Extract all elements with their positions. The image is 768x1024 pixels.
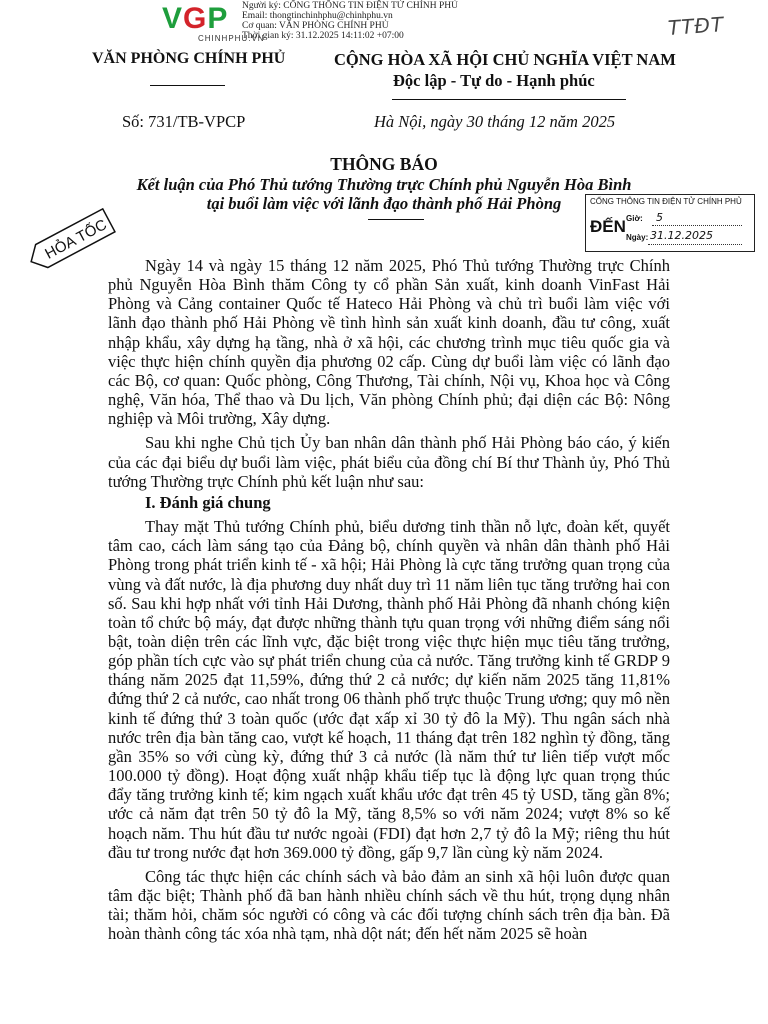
vgp-logo-subtitle: CHINHPHU.VN [198,34,265,43]
paragraph-social-policy: Công tác thực hiện các chính sách và bảo đảm an sinh xã hội luôn được quan tâm đặc biệt; Thành phố đã ban hành nhiều chính sách về thu hút, trọng dụng nhân tài; thăm hỏi, chăm sóc người có công và các đối tượng chính sách trên địa bàn. Đã hoàn thành công tác xóa nhà tạm, nhà dột nát; đến hết năm 2025 sẽ hoàn [108,866,670,944]
incoming-stamp [585,194,755,252]
incoming-stamp-hour-value: 5 [656,211,663,224]
document-subtitle-line-1: Kết luận của Phó Thủ tướng Thường trực Chính phủ Nguyễn Hòa Bình [136,175,632,194]
national-title: CỘNG HÒA XÃ HỘI CHỦ NGHĨA VIỆT NAM [334,50,676,69]
signature-agency: Cơ quan: VĂN PHÒNG CHÍNH PHỦ [242,21,389,31]
signature-time: Thời gian ký: 31.12.2025 14:11:02 +07:00 [242,31,404,41]
paragraph-conclusion-lead: Sau khi nghe Chủ tịch Ủy ban nhân dân thành phố Hải Phòng báo cáo, ý kiến của các đại biểu dự buổi làm việc, phát biểu của đồng chí Bí thư Thành ủy, Phó Thủ tướng Thường trực Chính phủ kết luận như sau: [108,433,670,491]
title-underline [368,219,424,220]
handwritten-mark: TTĐT [667,12,725,40]
org-underline [150,85,225,86]
paragraph-intro: Ngày 14 và ngày 15 tháng 12 năm 2025, Phó Thủ tướng Thường trực Chính phủ Nguyễn Hòa Bình thăm Công ty cổ phần Sản xuất, kinh doanh VinFast Hải Phòng và Cảng container Quốc tế Hateco Hải Phòng và chủ trì buổi làm việc với lãnh đạo thành phố Hải Phòng về tình hình sản xuất kinh doanh, đầu tư công, xuất nhập khẩu, xây dựng hạ tầng, nhà ở xã hội, các chương trình mục tiêu quốc gia và việc thực hiện chính quyền địa phương 02 cấp. Cùng dự buổi làm việc có lãnh đạo các Bộ, cơ quan: Quốc phòng, Công Thương, Tài chính, Nội vụ, Khoa học và Công nghệ, Văn hóa, Thể thao và Du lịch, Văn phòng Chính phủ; đại diện các Bộ: Nông nghiệp và Môi trường, Xây dựng. [108,256,670,429]
incoming-stamp-date-label: Ngày: [626,233,649,242]
incoming-stamp-den: ĐẾN [590,217,626,236]
signature-email: Email: thongtinchinhphu@chinhphu.vn [242,11,393,21]
vgp-logo: VGP [162,2,229,35]
incoming-stamp-hour-label: Giờ: [626,214,643,223]
urgent-stamp [22,206,117,276]
signature-signer: Người ký: CỔNG THÔNG TIN ĐIỆN TỬ CHÍNH PHỦ [242,1,458,11]
digital-signature-block [242,1,458,41]
document-title: THÔNG BÁO [330,154,438,174]
incoming-stamp-header: CỔNG THÔNG TIN ĐIỆN TỬ CHÍNH PHỦ [590,197,742,206]
document-body [108,256,670,943]
incoming-stamp-date-line [648,244,742,245]
incoming-stamp-hour-line [652,225,742,226]
document-subtitle-line-2: tại buổi làm việc với lãnh đạo thành phố Hải Phòng [206,194,562,213]
national-motto: Độc lập - Tự do - Hạnh phúc [393,71,595,90]
urgent-stamp-text: HỎA TỐC [42,216,110,263]
section-heading: I. Đánh giá chung [145,492,271,512]
paragraph-assessment: Thay mặt Thủ tướng Chính phủ, biểu dương tinh thần nỗ lực, đoàn kết, quyết tâm cao, cách làm sáng tạo của Đảng bộ, chính quyền và nhân dân thành phố Hải Phòng trong phát triển kinh tế - xã hội; Hải Phòng là cực tăng trưởng quan trọng của vùng và đất nước, là địa phương duy nhất duy trì 11 năm liên tục tăng trưởng hai con số. Sau khi hợp nhất với tỉnh Hải Dương, thành phố Hải Phòng đã nhanh chóng kiện toàn tổ chức bộ máy, đạt được những thành tựu quan trọng với những điểm sáng nổi bật, toàn diện trên các lĩnh vực, đặc biệt trong việc thực hiện mục tiêu tăng trưởng, góp phần tích cực vào sự phát triển chung của cả nước. Tăng trưởng kinh tế GRDP 9 tháng năm 2025 đạt 11,59%, đứng thứ 2 cả nước; dự kiến năm 2025 tăng 11,81% đứng thứ 2 cả nước, cao nhất trong 06 thành phố trực thuộc Trung ương; quy mô nền kinh tế đứng thứ 3 toàn quốc (ước đạt xấp xỉ 30 tỷ đô la Mỹ). Thu ngân sách nhà nước trên địa bàn tăng cao, vượt kế hoạch, 11 tháng đạt trên 182 nghìn tỷ đồng, tăng gần 35% so với cùng kỳ, đứng thứ 3 cả nước (là năm thứ tư liên tiếp vượt mốc 100.000 tỷ đồng). Hoạt động xuất nhập khẩu tiếp tục là động lực quan trọng thúc đẩy tăng trưởng kinh tế; kim ngạch xuất khẩu ước đạt trên 45 tỷ USD, tăng gần 8%; ước cả năm đạt trên 50 tỷ đô la Mỹ, tăng 8,5% so với năm 2024; vượt 8% so kế hoạch năm. Thu hút đầu tư nước ngoài (FDI) đạt hơn 2,7 tỷ đô la Mỹ; riêng thu hút đầu tư trong nước đạt hơn 369.000 tỷ đồng, gấp 9,7 lần cùng kỳ năm 2024. [108,517,670,862]
incoming-stamp-date-value: 31.12.2025 [650,229,713,242]
motto-underline [392,99,626,100]
document-date: Hà Nội, ngày 30 tháng 12 năm 2025 [374,112,616,131]
document-number: Số: 731/TB-VPCP [122,112,246,131]
issuing-organization: VĂN PHÒNG CHÍNH PHỦ [92,50,286,67]
